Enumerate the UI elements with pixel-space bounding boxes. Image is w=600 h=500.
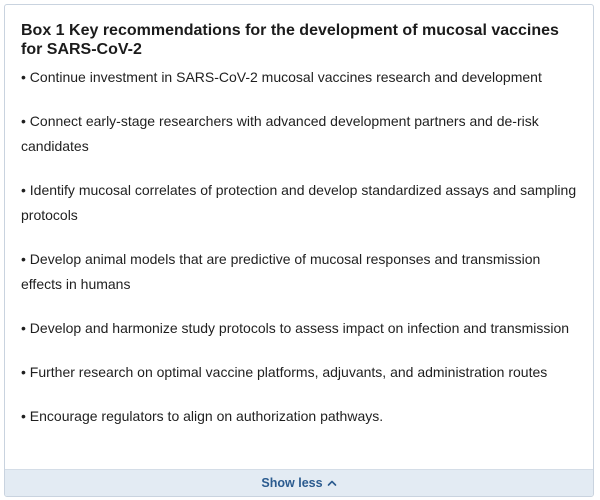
bullet: • — [21, 69, 26, 85]
bullet: • — [21, 251, 26, 267]
bullet: • — [21, 408, 26, 424]
recommendations-list — [21, 65, 577, 429]
bullet: • — [21, 182, 26, 198]
list-item — [21, 65, 577, 90]
chevron-up-icon — [327, 478, 337, 488]
bullet: • — [21, 320, 26, 336]
list-item — [21, 316, 577, 341]
list-item-text: Further research on optimal vaccine platforms, adjuvants, and administration routes — [29, 364, 548, 380]
box-title: Box 1 Key recommendations for the development of mucosal vaccines for SARS-CoV-2 — [21, 22, 559, 58]
show-less-button[interactable] — [5, 469, 593, 496]
list-item — [21, 360, 577, 385]
list-item-text: Continue investment in SARS-CoV-2 mucosal vaccines research and development — [29, 69, 542, 85]
show-less-label: Show less — [261, 476, 323, 490]
box-content — [5, 5, 593, 429]
list-item-text: Connect early-stage researchers with advanced development partners and de-risk candidates — [21, 113, 539, 154]
list-item — [21, 178, 577, 228]
list-item-text: Develop animal models that are predictive of mucosal responses and transmission effects in humans — [21, 251, 541, 292]
list-item-text: Identify mucosal correlates of protection and develop standardized assays and sampling protocols — [21, 182, 577, 223]
list-item — [21, 247, 577, 297]
list-item-text: Encourage regulators to align on authorization pathways. — [29, 408, 384, 424]
recommendations-box — [4, 4, 594, 497]
bullet: • — [21, 364, 26, 380]
list-item — [21, 404, 577, 429]
bullet: • — [21, 113, 26, 129]
list-item-text: Develop and harmonize study protocols to assess impact on infection and transmission — [29, 320, 570, 336]
list-item — [21, 109, 577, 159]
